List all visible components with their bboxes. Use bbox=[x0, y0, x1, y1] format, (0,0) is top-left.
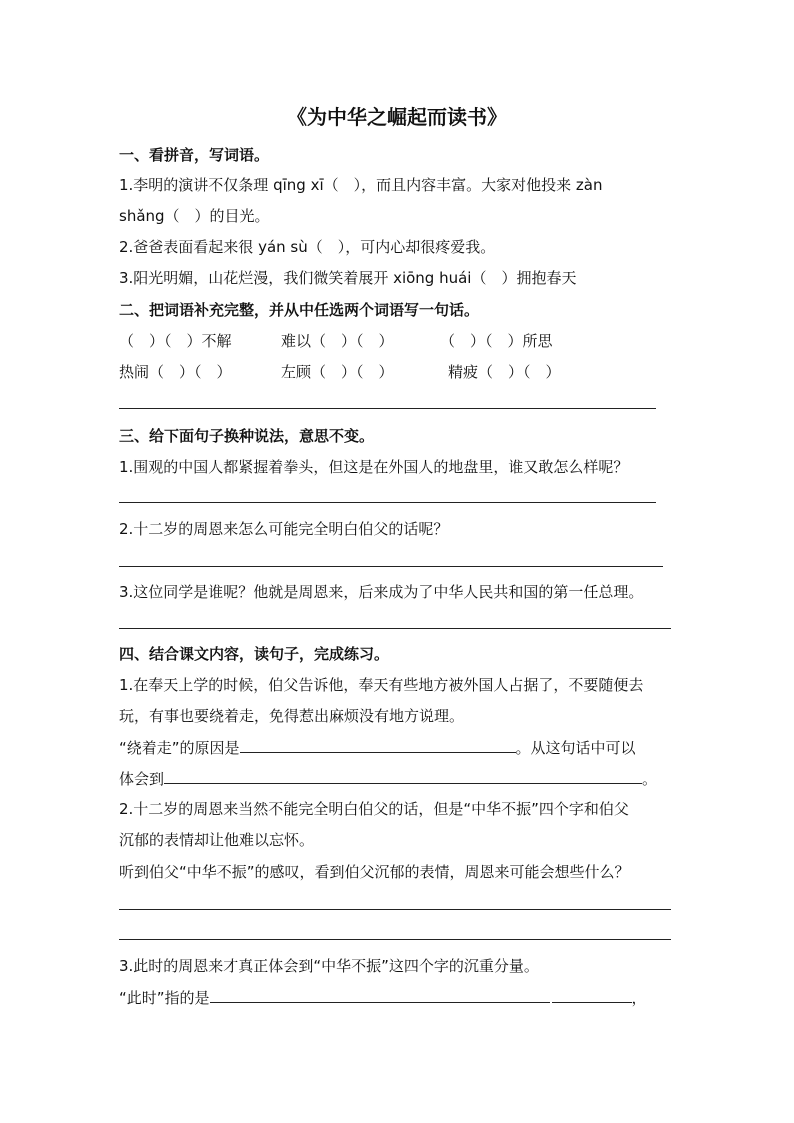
s4-q2-answer-line-1[interactable] bbox=[119, 909, 671, 910]
s4-question-1-answer-b bbox=[119, 768, 657, 789]
s4-q1-a-blank[interactable] bbox=[240, 737, 516, 753]
s2-word-3: （ ）（ ）所思 bbox=[440, 332, 553, 350]
s4-q1-a-suffix: 。从这句话中可以 bbox=[515, 739, 636, 757]
s2-answer-line[interactable] bbox=[119, 408, 656, 409]
s4-question-1-line-2: 玩，有事也要绕着走，免得惹出麻烦没有地方说理。 bbox=[119, 707, 465, 725]
s4-q3-a-blank-2[interactable] bbox=[552, 987, 632, 1003]
s4-question-3-answer bbox=[119, 987, 647, 1008]
s4-q1-b-prefix: 体会到 bbox=[119, 770, 165, 788]
s1-question-3: 3.阳光明媚，山花烂漫，我们微笑着展开 xiōng huái（ ）拥抱春天 bbox=[119, 269, 577, 287]
s3-question-1: 1.围观的中国人都紧握着拳头，但这是在外国人的地盘里，谁又敢怎么样呢？ bbox=[119, 458, 629, 476]
s4-q3-a-prefix: “此时”指的是 bbox=[119, 989, 210, 1007]
s4-q1-b-suffix: 。 bbox=[642, 770, 658, 788]
s4-q1-b-blank[interactable] bbox=[164, 768, 642, 784]
section-2-heading: 二、把词语补充完整，并从中任选两个词语写一句话。 bbox=[119, 301, 480, 319]
s1-question-1-line-1: 1.李明的演讲不仅条理 qīng xī（ ），而且内容丰富。大家对他投来 zàn bbox=[119, 176, 603, 194]
s4-q3-a-blank-1[interactable] bbox=[210, 987, 550, 1003]
s4-question-2-line-2: 沉郁的表情却让他难以忘怀。 bbox=[119, 831, 315, 849]
s1-question-1-line-2: shǎng（ ）的目光。 bbox=[119, 207, 270, 225]
s2-word-1: （ ）（ ）不解 bbox=[119, 332, 232, 350]
s4-question-1-line-1: 1.在奉天上学的时候，伯父告诉他，奉天有些地方被外国人占据了，不要随便去 bbox=[119, 676, 644, 694]
s4-q1-a-prefix: “绕着走”的原因是 bbox=[119, 739, 240, 757]
s4-q3-a-suffix: ， bbox=[631, 989, 647, 1007]
s1-question-2: 2.爸爸表面看起来很 yán sù（ ），可内心却很疼爱我。 bbox=[119, 238, 496, 256]
s3-question-2: 2.十二岁的周恩来怎么可能完全明白伯父的话呢？ bbox=[119, 520, 449, 538]
section-1-heading: 一、看拼音，写词语。 bbox=[119, 146, 270, 164]
page-title: 《为中华之崛起而读书》 bbox=[287, 105, 507, 129]
s4-q2-answer-line-2[interactable] bbox=[119, 939, 671, 940]
s3-answer-line-1[interactable] bbox=[119, 502, 656, 503]
s3-answer-line-3[interactable] bbox=[119, 628, 671, 629]
s2-word-6: 精疲（ ）（ ） bbox=[448, 363, 561, 381]
s3-question-3: 3.这位同学是谁呢？他就是周恩来，后来成为了中华人民共和国的第一任总理。 bbox=[119, 583, 644, 601]
s2-word-4: 热闹（ ）（ ） bbox=[119, 363, 232, 381]
section-3-heading: 三、给下面句子换种说法，意思不变。 bbox=[119, 427, 375, 445]
s4-question-3: 3.此时的周恩来才真正体会到“中华不振”这四个字的沉重分量。 bbox=[119, 957, 539, 975]
s3-answer-line-2[interactable] bbox=[119, 566, 663, 567]
s2-word-2: 难以（ ）（ ） bbox=[281, 332, 394, 350]
s4-question-2-line-3: 听到伯父“中华不振”的感叹，看到伯父沉郁的表情，周恩来可能会想些什么？ bbox=[119, 863, 630, 881]
s4-question-1-answer-a bbox=[119, 737, 636, 758]
section-4-heading: 四、结合课文内容，读句子，完成练习。 bbox=[119, 645, 390, 663]
s2-word-5: 左顾（ ）（ ） bbox=[281, 363, 394, 381]
s4-question-2-line-1: 2.十二岁的周恩来当然不能完全明白伯父的话，但是“中华不振”四个字和伯父 bbox=[119, 800, 629, 818]
